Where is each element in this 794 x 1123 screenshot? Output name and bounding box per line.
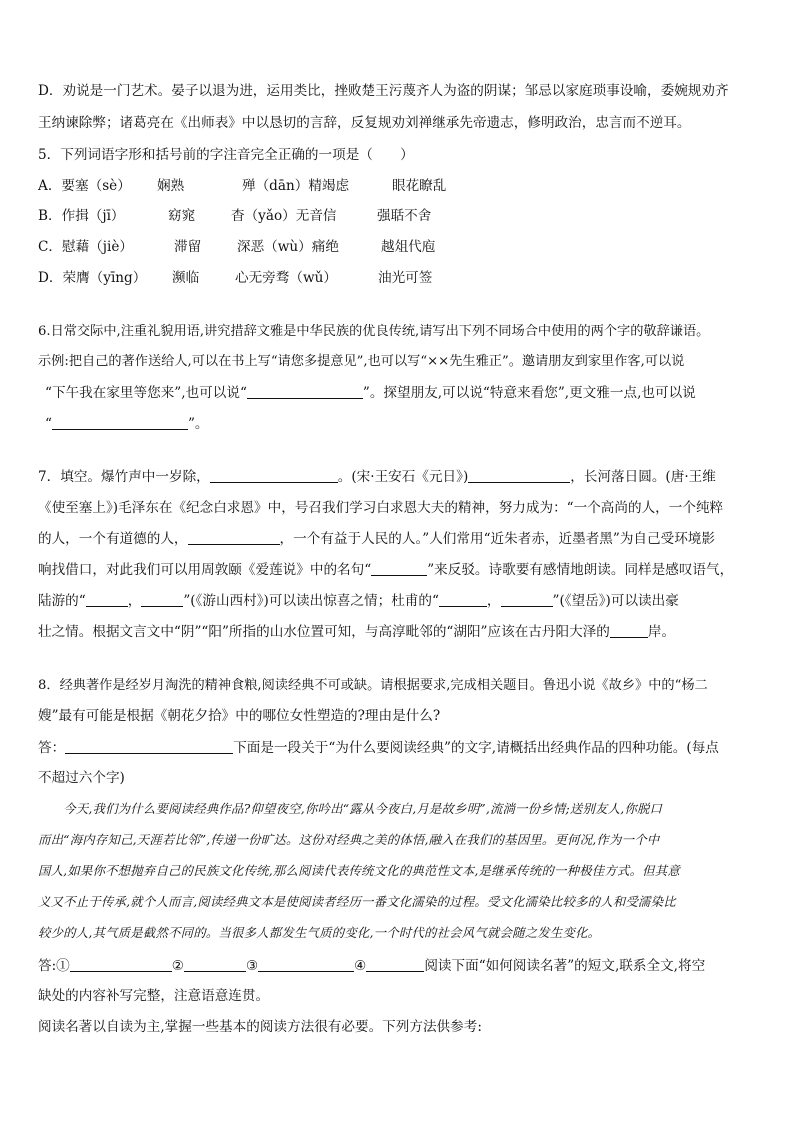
q5-d-key: D．荣膺（yīng） [38,270,147,286]
q7-line-3: 的人，一个有道德的人， ，一个有益于人民的人。”人们常用“近朱者赤，近墨者黑”为自己受环境影 [38,531,715,547]
q8-function-blank-2[interactable] [184,957,246,972]
q8-passage-line-3: 国人,如果你不想抛弃自己的民族文化传统,那么阅读代表传统文化的典范性文本,是继承传统的一种极佳方式。但其意 [38,863,680,878]
q5-b-word-3: 杳（yǎo）无音信 [231,208,337,224]
q8-line-2: 嫂”最有可能是根据《朝花夕拾》中的哪位女性塑造的?理由是什么? [38,708,441,724]
q7-blank-2[interactable] [468,468,570,483]
q7-line-2: 《使至塞上》)毛泽东在《纪念白求恩》中，号召我们学习白求恩大夫的精神，努力成为：“一个高尚的人，一个纯粹 [38,500,724,516]
q8-passage-line-2: 而出“海内存知己,天涯若比邻”,传递一份旷达。这份对经典之美的体悟,融入在我们的基因里。更何况,作为一个中 [38,832,660,847]
q7-line-1: 7．填空。爆竹声中一岁除， 。(宋·王安石《元日》) ，长河落日圆。(唐·王维 [38,469,716,485]
q6-line-3: “下午我在家里等您来”,也可以说“ ”。探望朋友,可以说“特意来看您”,更文雅一点,也可以说 [45,385,696,401]
q7-blank-4[interactable] [371,561,427,576]
q6-line-2: 示例:把自己的著作送给人,可以在书上写“请您多提意见”,也可以写“××先生雅正”。邀请朋友到家里作客,可以说 [38,354,685,369]
q7-blank-9[interactable] [610,623,648,638]
q5-c-word-2: 滞留 [174,239,202,255]
q7-blank-5[interactable] [86,592,128,607]
q8-line-6: 阅读名著以自读为主,掌握一些基本的阅读方法很有必要。下列方法供参考: [38,1019,482,1035]
q7-blank-7[interactable] [439,592,487,607]
q8-line-3: 答： 下面是一段关于“为什么要阅读经典”的文字,请概括出经典作品的四种功能。(每点 [38,740,719,756]
q8-line-5: 缺处的内容补写完整，注意语意连贯。 [38,988,270,1004]
q8-passage-line-1: 今天,我们为什么要阅读经典作品?仰望夜空,你吟出“露从今夜白,月是故乡明”,流淌一份乡情;送别友人,你脱口 [38,801,663,816]
q7-line-5: 陆游的“ ， ”(《游山西村》)可以读出惊喜之情；杜甫的“ ， ”(《望岳》)可以读出豪 [38,593,679,609]
q8-function-blank-3[interactable] [258,957,354,972]
q6-answer-blank-2[interactable] [52,415,188,430]
q5-d-word-3: 心无旁骛（wǔ） [235,270,337,286]
q5-b-key: B．作揖（jī） [38,208,125,224]
q6-answer-blank-1[interactable] [247,384,363,399]
q7-blank-6[interactable] [141,592,183,607]
q7-blank-3[interactable] [188,530,280,545]
q5-a-word-4: 眼花瞭乱 [392,178,447,194]
q8-line-1: 8．经典著作是经岁月淘洗的精神食粮,阅读经典不可或缺。请根据要求,完成相关题目。鲁迅小说《故乡》中的“杨二 [38,678,708,693]
q8-function-blank-4[interactable] [366,957,424,972]
q5-a-word-2: 娴熟 [157,178,185,194]
q5-d-word-4: 油光可签 [378,270,433,286]
q5-stem: 5．下列词语字形和括号前的字注音完全正确的一项是（ ） [38,147,414,163]
q7-line-6: 壮之情。根据文言文中“阴”“阳”所指的山水位置可知，与高淳毗邻的“湖阳”应该在古丹阳大泽的 岸。 [38,624,676,640]
q5-d-word-2: 濒临 [172,270,200,286]
q5-c-word-4: 越俎代庖 [381,239,436,255]
q8-function-blank-1[interactable] [70,957,172,972]
q8-answer-line: 答:① ② ③ ④ 阅读下面“如何阅读名著”的短文,联系全文,将空 [38,958,706,974]
q4-option-d-line-2: 王纳谏除弊；诸葛亮在《出师表》中以恳切的言辞，反复规劝刘禅继承先帝遗志，修明政治，忠言而不逆耳。 [38,115,691,131]
q5-a-word-3: 殚（dān）精竭虑 [242,178,350,194]
q7-blank-1[interactable] [210,468,338,483]
q5-b-word-2: 窈窕 [168,208,196,224]
q5-a-key: A．要塞（sè） [38,178,131,194]
q6-line-1: 6.日常交际中,注重礼貌用语,讲究措辞文雅是中华民族的优良传统,请写出下列不同场合中使用的两个字的敬辞谦语。 [38,324,710,339]
q5-c-key: C．慰藉（jiè） [38,239,133,255]
q7-blank-8[interactable] [501,592,553,607]
q8-line-4: 不超过六个字) [38,770,125,786]
q8-answer-blank[interactable] [65,739,233,754]
q7-line-4: 响找借口，对此我们可以用周敦颐《爱莲说》中的名句“ ”来反驳。诗歌要有感情地朗读。同样是感叹语气， [38,562,734,578]
q8-passage-line-5: 较少的人,其气质是截然不同的。当很多人都发生气质的变化,一个时代的社会风气就会随之发生变化。 [38,925,601,940]
q4-option-d-line-1: D．劝说是一门艺术。晏子以退为进，运用类比，挫败楚王污蔑齐人为盗的阴谋；邹忌以家庭琐事设喻，委婉规劝齐 [38,83,729,99]
q5-b-word-4: 强聒不舍 [377,208,432,224]
q5-c-word-3: 深恶（wù）痛绝 [237,239,339,255]
q6-line-4: “ ”。 [45,416,209,432]
q8-passage-line-4: 义又不止于传承,就个人而言,阅读经典文本是使阅读者经历一番文化濡染的过程。受文化濡染比较多的人和受濡染比 [38,894,676,909]
